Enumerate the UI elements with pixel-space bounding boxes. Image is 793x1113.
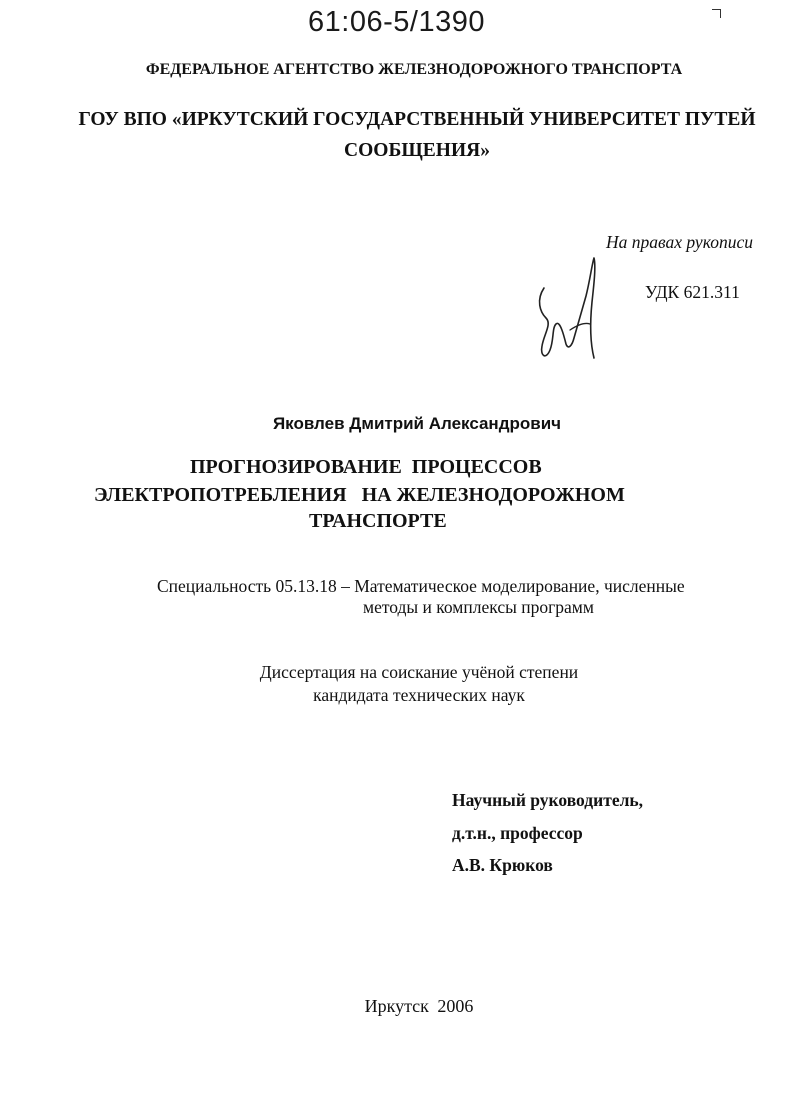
specialty-line-2: методы и комплексы программ: [363, 597, 594, 617]
supervisor-role: Научный руководитель,: [452, 790, 644, 810]
university-name: [0, 104, 793, 166]
specialty-line-1: Специальность 05.13.18 – Математическое моделирование, численные: [157, 576, 685, 596]
dissertation-line-1: Диссертация на соискание учёной степени: [259, 662, 579, 682]
dissertation-statement: [0, 661, 793, 707]
dissertation-line-2: кандидата технических наук: [313, 685, 525, 705]
supervisor-degree: д.т.н., профессор: [452, 823, 583, 843]
university-line-1: ГОУ ВПО «ИРКУТСКИЙ ГОСУДАРСТВЕННЫЙ УНИВЕРСИТЕТ ПУТЕЙ: [78, 109, 756, 130]
thesis-title-line-1: ПРОГНОЗИРОВАНИЕ ПРОЦЕССОВ: [190, 456, 542, 478]
udk-code: УДК 621.311: [645, 282, 740, 302]
corner-mark: [712, 9, 721, 18]
university-line-2: СООБЩЕНИЯ»: [344, 140, 490, 161]
thesis-title-line-3: ТРАНСПОРТЕ: [309, 510, 447, 532]
supervisor-name: А.В. Крюков: [452, 855, 553, 875]
archive-code: 61:06-5/1390: [308, 6, 485, 38]
handwritten-signature: [530, 250, 630, 370]
author-name: Яковлев Дмитрий Александрович: [272, 414, 562, 433]
agency-header: ФЕДЕРАЛЬНОЕ АГЕНТСТВО ЖЕЛЕЗНОДОРОЖНОГО ТРАНСПОРТА: [145, 61, 683, 78]
manuscript-rights: На правах рукописи: [606, 232, 753, 252]
city-year: Иркутск 2006: [364, 996, 474, 1016]
thesis-title-line-2: ЭЛЕКТРОПОТРЕБЛЕНИЯ НА ЖЕЛЕЗНОДОРОЖНОМ: [94, 484, 625, 506]
